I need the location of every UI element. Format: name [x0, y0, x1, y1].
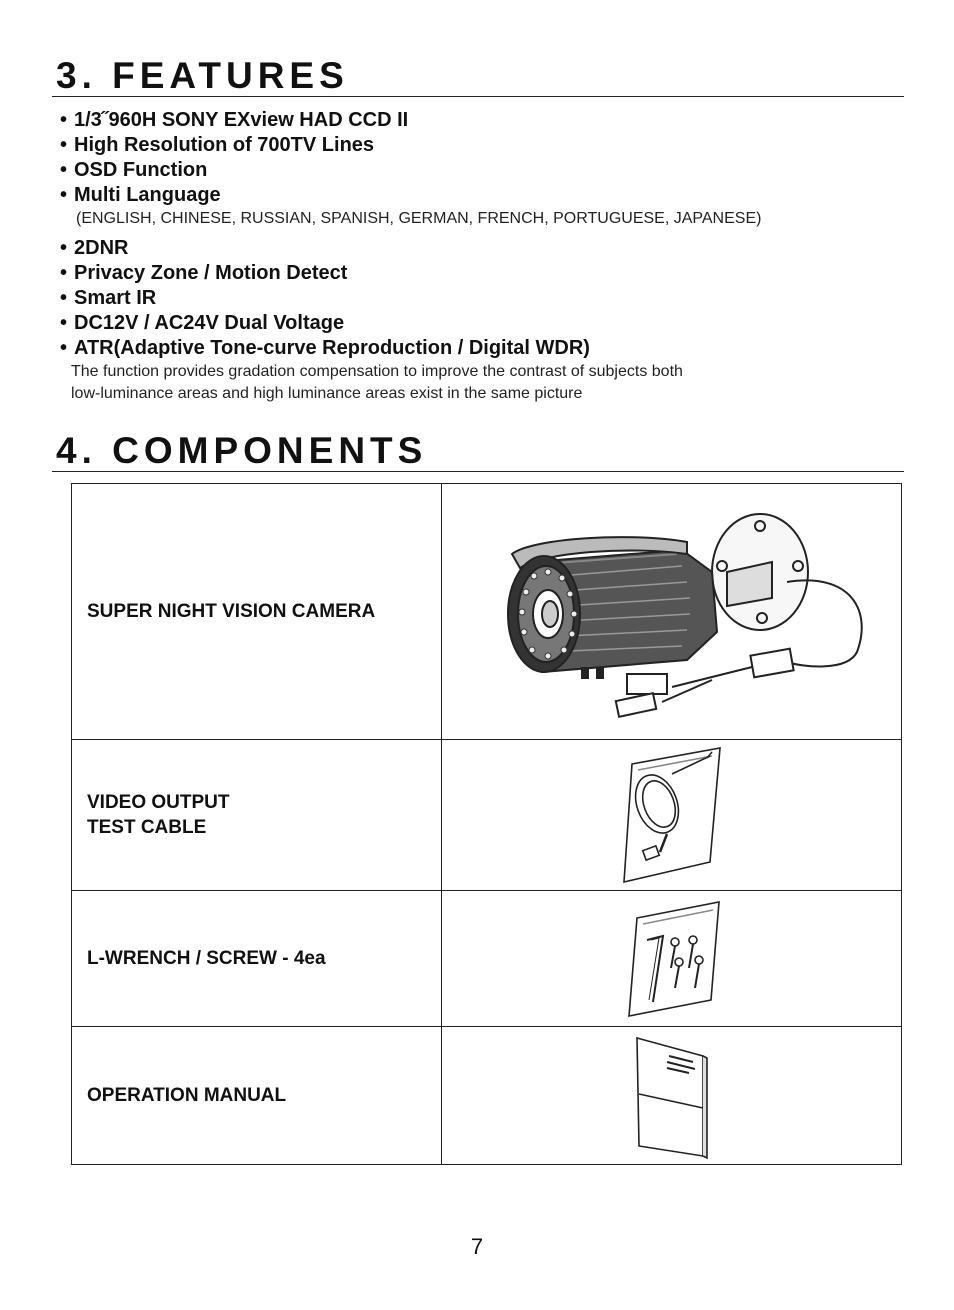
- feature-item: [60, 261, 920, 286]
- feature-text: 2DNR: [74, 237, 129, 259]
- manual-booklet-illustration: [627, 1032, 717, 1160]
- components-heading-rule: [52, 471, 904, 472]
- features-list: [60, 108, 920, 405]
- bullet-camera-illustration: [472, 502, 872, 722]
- bullet-icon: •: [60, 109, 68, 131]
- atr-description-line: The function provides gradation compensation to improve the contrast of subjects both: [71, 363, 683, 380]
- component-label: [72, 891, 442, 1027]
- component-label-line: VIDEO OUTPUT: [87, 792, 230, 813]
- feature-text: ATR(Adaptive Tone-curve Reproduction / Digital WDR): [74, 337, 590, 359]
- feature-text: DC12V / AC24V Dual Voltage: [74, 312, 345, 334]
- bullet-icon: •: [60, 237, 68, 259]
- components-heading: 4. COMPONENTS: [56, 430, 428, 471]
- component-label-line: L-WRENCH / SCREW - 4ea: [87, 948, 326, 969]
- feature-item: [60, 311, 920, 336]
- feature-text: OSD Function: [74, 159, 208, 181]
- feature-item: [60, 108, 920, 133]
- feature-item: [60, 133, 920, 158]
- wrench-screws-bag-illustration: [617, 896, 727, 1022]
- component-label-line: OPERATION MANUAL: [87, 1085, 287, 1106]
- bullet-icon: •: [60, 159, 68, 181]
- coiled-cable-bag-illustration: [612, 744, 732, 886]
- feature-item: [60, 286, 920, 311]
- bullet-icon: •: [60, 184, 68, 206]
- features-heading-rule: [52, 96, 904, 97]
- bullet-icon: •: [60, 312, 68, 334]
- feature-text: Privacy Zone / Motion Detect: [74, 262, 348, 284]
- feature-text: High Resolution of 700TV Lines: [74, 134, 375, 156]
- atr-description-line: low-luminance areas and high luminance areas exist in the same picture: [71, 385, 583, 402]
- bullet-icon: •: [60, 287, 68, 309]
- component-label: [72, 1027, 442, 1165]
- table-row: [72, 1027, 902, 1165]
- bullet-icon: •: [60, 134, 68, 156]
- feature-item: [60, 336, 920, 361]
- feature-item: [60, 236, 920, 261]
- table-row: [72, 891, 902, 1027]
- features-heading: 3. FEATURES: [56, 55, 349, 96]
- bullet-icon: •: [60, 262, 68, 284]
- component-picture-cell: [442, 891, 902, 1027]
- component-label: [72, 484, 442, 740]
- feature-text: 1/3˝960H SONY EXview HAD CCD II: [74, 109, 409, 131]
- components-table: [71, 483, 902, 1165]
- component-picture-cell: [442, 1027, 902, 1165]
- feature-text: Multi Language: [74, 184, 221, 206]
- table-row: [72, 484, 902, 740]
- component-label: [72, 740, 442, 891]
- languages-note: (ENGLISH, CHINESE, RUSSIAN, SPANISH, GERMAN, FRENCH, PORTUGUESE, JAPANESE): [76, 210, 762, 227]
- component-label-line: SUPER NIGHT VISION CAMERA: [87, 601, 376, 622]
- page-number: 7: [470, 1234, 484, 1259]
- feature-item: [60, 158, 920, 183]
- bullet-icon: •: [60, 337, 68, 359]
- component-picture-cell: [442, 484, 902, 740]
- feature-text: Smart IR: [74, 287, 157, 309]
- component-picture-cell: [442, 740, 902, 891]
- table-row: [72, 740, 902, 891]
- feature-item: [60, 183, 920, 208]
- component-label-line: TEST CABLE: [87, 817, 207, 838]
